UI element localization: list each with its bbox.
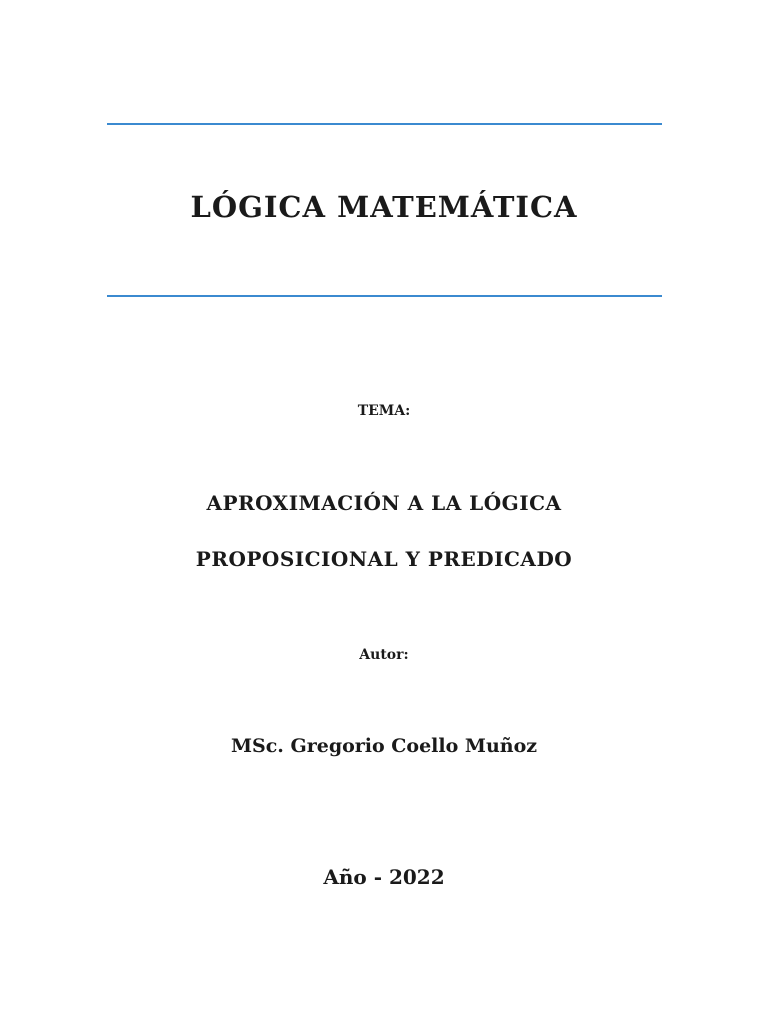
topic-line-1: APROXIMACIÓN A LA LÓGICA	[206, 491, 562, 515]
author-label: Autor:	[359, 647, 409, 663]
bottom-rule	[107, 295, 662, 297]
author-name: MSc. Gregorio Coello Muñoz	[230, 735, 538, 757]
topic-label: TEMA:	[357, 403, 411, 419]
top-rule	[107, 123, 662, 125]
year-line: Año - 2022	[323, 865, 445, 889]
document-title: LÓGICA MATEMÁTICA	[190, 190, 578, 224]
topic-line-2: PROPOSICIONAL Y PREDICADO	[195, 547, 573, 571]
